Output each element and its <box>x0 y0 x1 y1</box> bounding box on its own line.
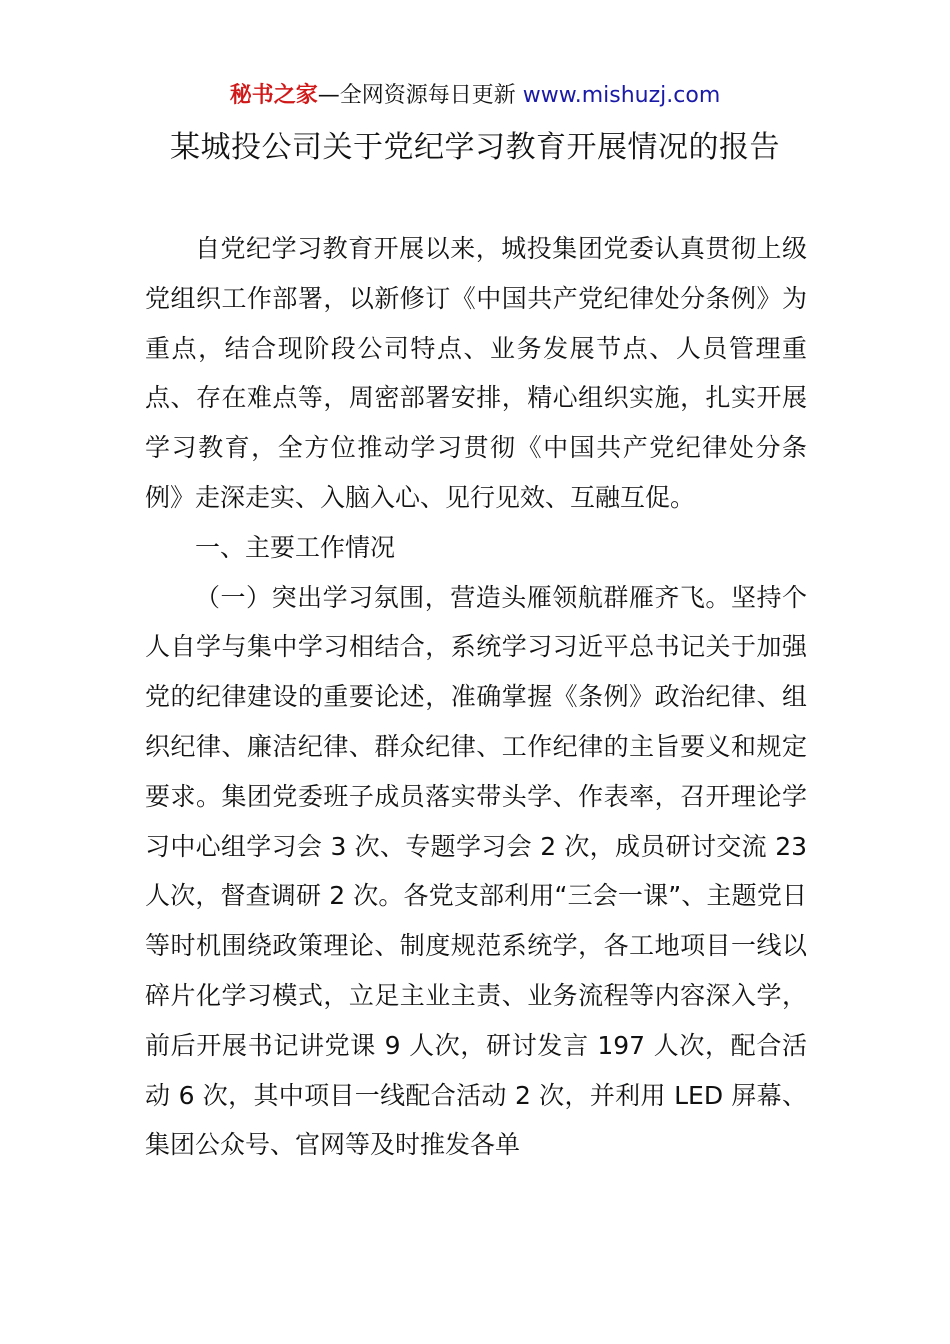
site-url-link[interactable]: www.mishuzj.com <box>522 83 721 108</box>
header-tagline: —全网资源每日更新 <box>317 83 516 108</box>
document-body <box>145 224 807 1170</box>
intro-paragraph: 自党纪学习教育开展以来，城投集团党委认真贯彻上级党组织工作部署，以新修订《中国共产党纪律处分条例》为重点，结合现阶段公司特点、业务发展节点、人员管理重点、存在难点等，周密部署安排，精心组织实施，扎实开展学习教育，全方位推动学习贯彻《中国共产党纪律处分条例》走深走实、入脑入心、见行见效、互融互促。 <box>145 234 807 512</box>
document-title: 某城投公司关于党纪学习教育开展情况的报告 <box>170 130 780 165</box>
section-heading: 一、主要工作情况 <box>195 532 396 562</box>
section-paragraph: （一）突出学习氛围，营造头雁领航群雁齐飞。坚持个人自学与集中学习相结合，系统学习习近平总书记关于加强党的纪律建设的重要论述，准确掌握《条例》政治纪律、组织纪律、廉洁纪律、群众纪律、工作纪律的主旨要义和规定要求。集团党委班子成员落实带头学、作表率，召开理论学习中心组学习会 3 次、专题学习会 2 次，成员研讨交流 23 人次，督查调研 2 次。各党支部利用“三会一课”、主题党日等时机围绕政策理论、制度规范系统学，各工地项目一线以碎片化学习模式，立足主业主责、业务流程等内容深入学，前后开展书记讲党课 9 人次，研讨发言 197 人次，配合活动 6 次，其中项目一线配合活动 2 次，并利用 LED 屏幕、集团公众号、官网等及时推发各单 <box>145 582 807 1160</box>
site-header <box>0 80 950 112</box>
brand-name: 秘书之家 <box>229 83 318 108</box>
